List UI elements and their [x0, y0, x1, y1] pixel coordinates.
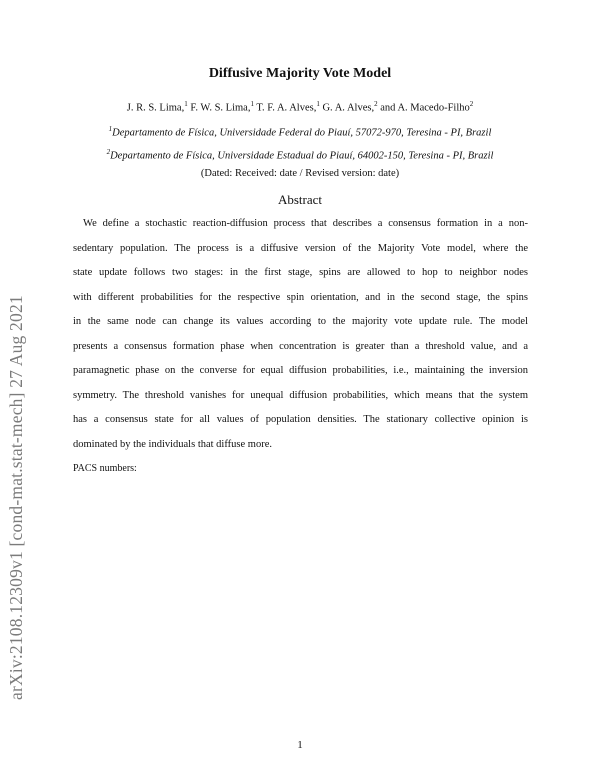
- abstract-line: presents a consensus formation phase when concentration is greater than a threshold value, and a: [73, 340, 528, 352]
- affiliation-mark: 2: [469, 100, 474, 108]
- affiliation-mark: 1: [250, 100, 254, 108]
- abstract-line: We define a stochastic reaction-diffusion process that describes a consensus formation in a non-: [83, 218, 528, 229]
- author-name: F. W. S. Lima,: [190, 102, 251, 114]
- page-number: 1: [297, 739, 303, 751]
- affiliation-mark: 1: [184, 100, 188, 108]
- affiliation-mark: 2: [106, 148, 111, 156]
- affiliation-mark: 1: [108, 125, 113, 133]
- abstract-line: state update follows two stages: in the first stage, spins are allowed to hop to neighbor nodes: [73, 267, 528, 278]
- affiliation-text: Departamento de Física, Universidade Federal do Piauí, 57072-970, Teresina - PI, Brazil: [112, 127, 492, 139]
- abstract-line: paramagnetic phase on the converse for equal diffusion probabilities, i.e., maintaining the inversion: [73, 365, 528, 376]
- author-name: G. A. Alves,: [322, 102, 375, 114]
- abstract-heading: Abstract: [277, 192, 323, 207]
- abstract-body: [73, 212, 528, 457]
- paper-title: Diffusive Majority Vote Model: [208, 66, 392, 81]
- dated-line: (Dated: Received: date / Revised version: date): [200, 168, 400, 179]
- affiliation-1: [0, 125, 600, 139]
- author-name: J. R. S. Lima,: [126, 102, 185, 114]
- affiliation-text: Departamento de Física, Universidade Estadual do Piauí, 64002-150, Teresina - PI, Brazil: [110, 150, 494, 162]
- abstract-line: dominated by the individuals that diffuse more.: [73, 438, 272, 450]
- affiliation-2: [0, 148, 600, 162]
- pacs-numbers: PACS numbers:: [73, 463, 137, 474]
- affiliation-mark: 1: [316, 100, 320, 108]
- abstract-line: in the same node can change its values according to the majority vote update rule. The model: [73, 316, 528, 327]
- abstract-line: symmetry. The threshold vanishes for unequal diffusion probabilities, which means that the system: [73, 389, 528, 401]
- author-name: T. F. A. Alves,: [256, 102, 317, 114]
- abstract-line: sedentary population. The process is a diffusive version of the Majority Vote model, where the: [73, 242, 528, 254]
- author-list: [0, 100, 600, 114]
- abstract-line: with different probabilities for the respective spin orientation, and in the second stage, the spins: [73, 291, 528, 303]
- affiliation-mark: 2: [374, 100, 378, 108]
- author-name: and A. Macedo-Filho: [380, 102, 470, 114]
- arxiv-identifier-stamp: arXiv:2108.12309v1 [cond-mat.stat-mech] 27 Aug 2021: [6, 295, 26, 700]
- abstract-line: has a consensus state for all values of population densities. The stationary collective opinion is: [73, 414, 528, 425]
